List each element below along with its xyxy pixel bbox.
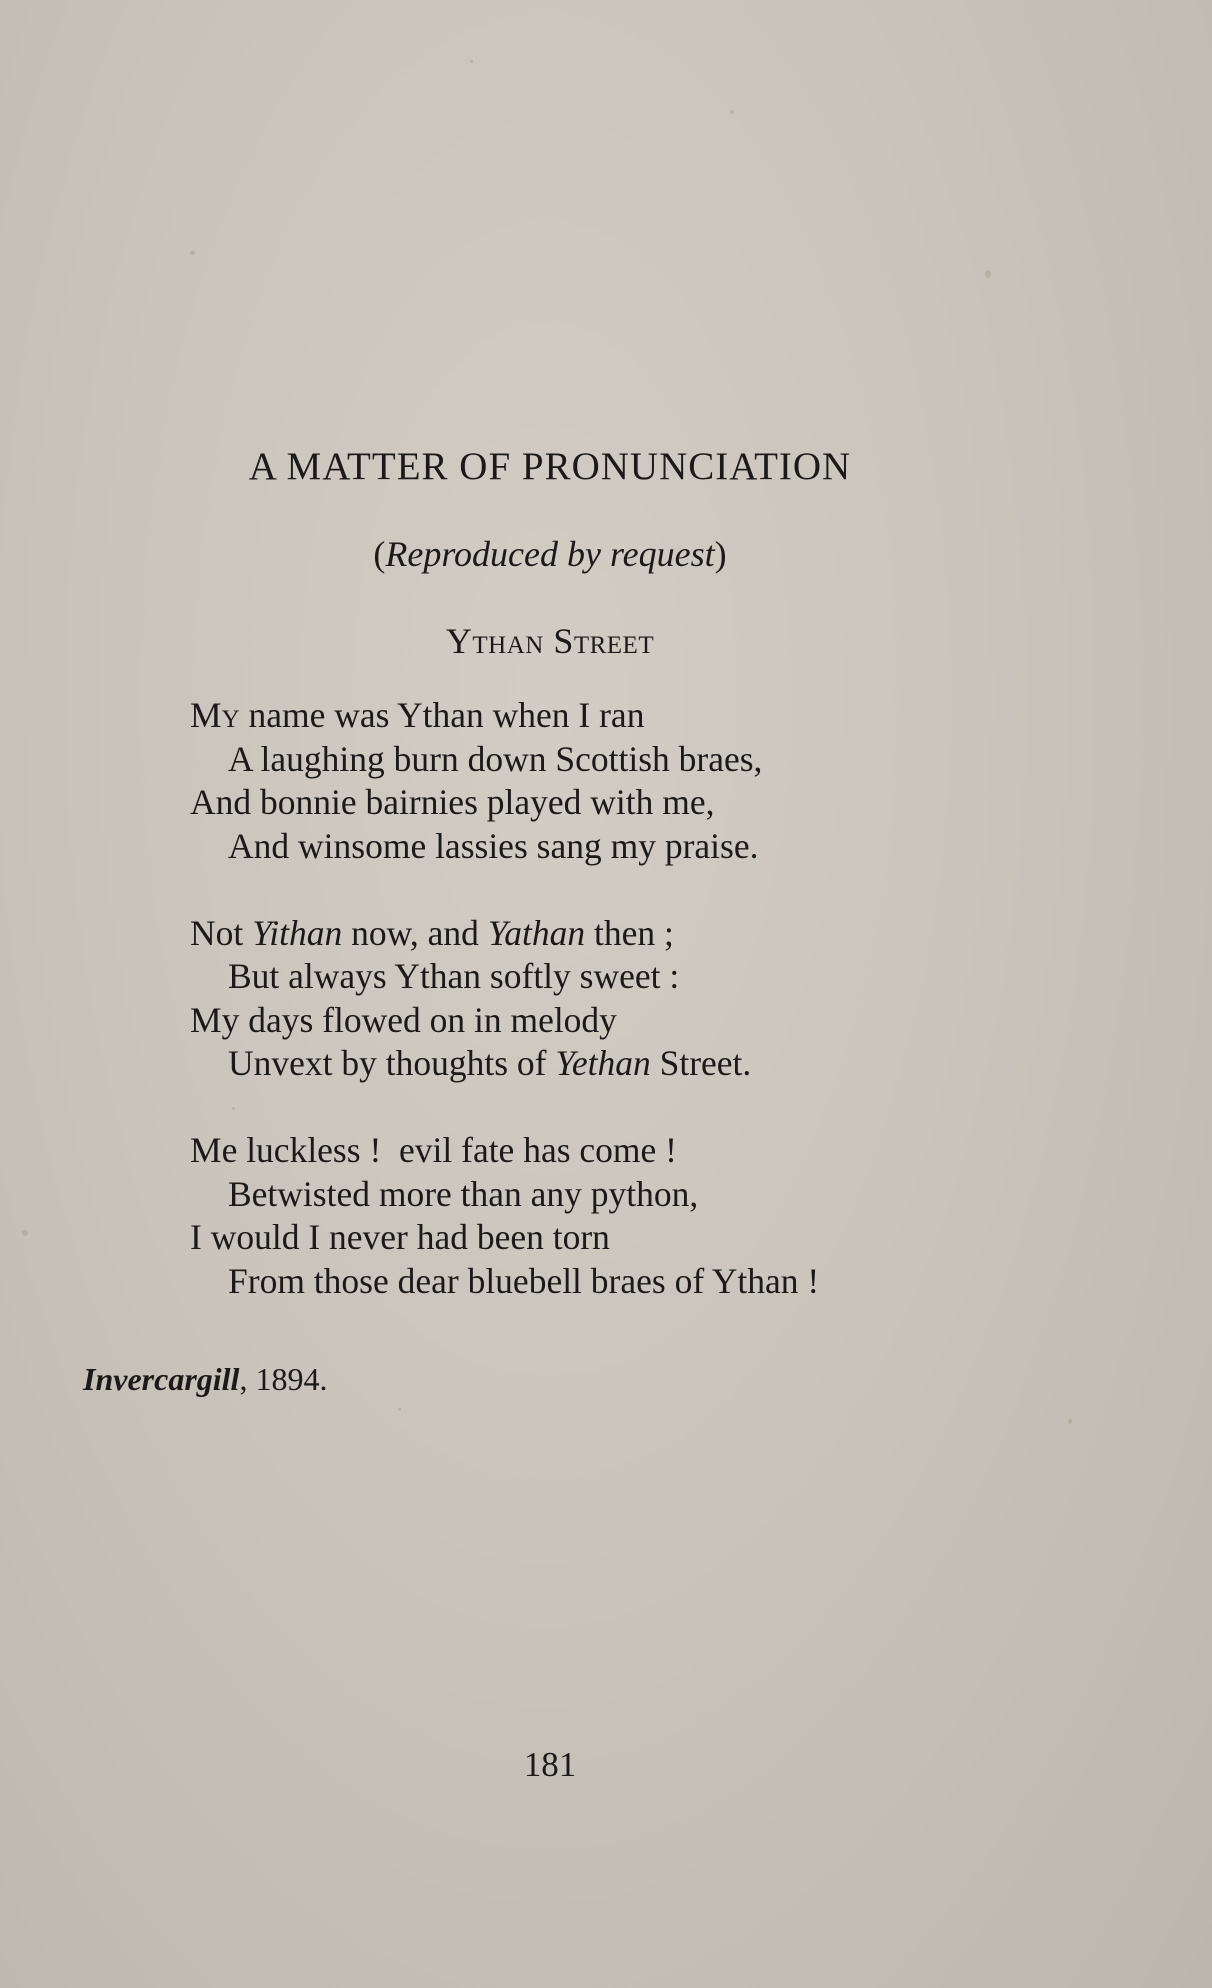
poem-line: From those dear bluebell braes of Ythan !: [228, 1260, 820, 1301]
poem-line: And bonnie bairnies played with me,: [190, 782, 715, 822]
subtitle-open-paren: (: [373, 534, 386, 574]
poem-line: And winsome lassies sang my praise.: [228, 825, 759, 866]
paper-speck: [22, 1230, 28, 1236]
line-text: name was Ythan when I ran: [239, 695, 645, 735]
subtitle-close-paren: ): [714, 534, 727, 574]
poem-line: [190, 694, 819, 738]
line-text: Not: [190, 912, 253, 953]
line-lead-word: My: [190, 695, 240, 735]
poem-title: A MATTER OF PRONUNCIATION: [248, 445, 852, 488]
paper-speck: [730, 110, 734, 114]
poem-line: But always Ythan softly sweet :: [228, 956, 680, 996]
poem-line: I would I never had been torn: [190, 1217, 610, 1257]
poem-heading: Ythan Street: [445, 621, 655, 661]
line-text: now, and: [342, 912, 488, 953]
line-text: then ;: [585, 912, 674, 953]
paper-speck: [1068, 1418, 1072, 1424]
poem-line: Me luckless ! evil fate has come !: [190, 1130, 677, 1170]
line-italic-word: Yathan: [487, 912, 586, 953]
poem-body: [190, 694, 819, 1303]
year: , 1894.: [239, 1361, 328, 1397]
place-name: Invercargill: [83, 1361, 240, 1397]
poem-subtitle: [0, 533, 1100, 575]
stanza-3: [190, 1129, 819, 1303]
place-and-date: [83, 1361, 327, 1398]
paper-speck: [985, 270, 991, 278]
poem-line: A laughing burn down Scottish braes,: [228, 738, 763, 779]
line-italic-word: Yethan: [555, 1043, 651, 1083]
poem-line: [190, 1042, 819, 1086]
stanza-2: [190, 912, 819, 1086]
paper-speck: [470, 60, 473, 63]
stanza-1: [190, 694, 819, 868]
subtitle-text: Reproduced by request: [385, 534, 715, 574]
line-text: Unvext by thoughts of: [228, 1043, 556, 1083]
page-number: 181: [523, 1745, 577, 1784]
poem-line: My days flowed on in melody: [190, 999, 617, 1040]
poem-line: [190, 912, 819, 956]
line-italic-word: Yithan: [252, 912, 343, 953]
paper-speck: [398, 1408, 401, 1411]
poem-line: Betwisted more than any python,: [228, 1173, 699, 1214]
paper-speck: [190, 250, 195, 255]
line-text: Street.: [650, 1043, 752, 1083]
